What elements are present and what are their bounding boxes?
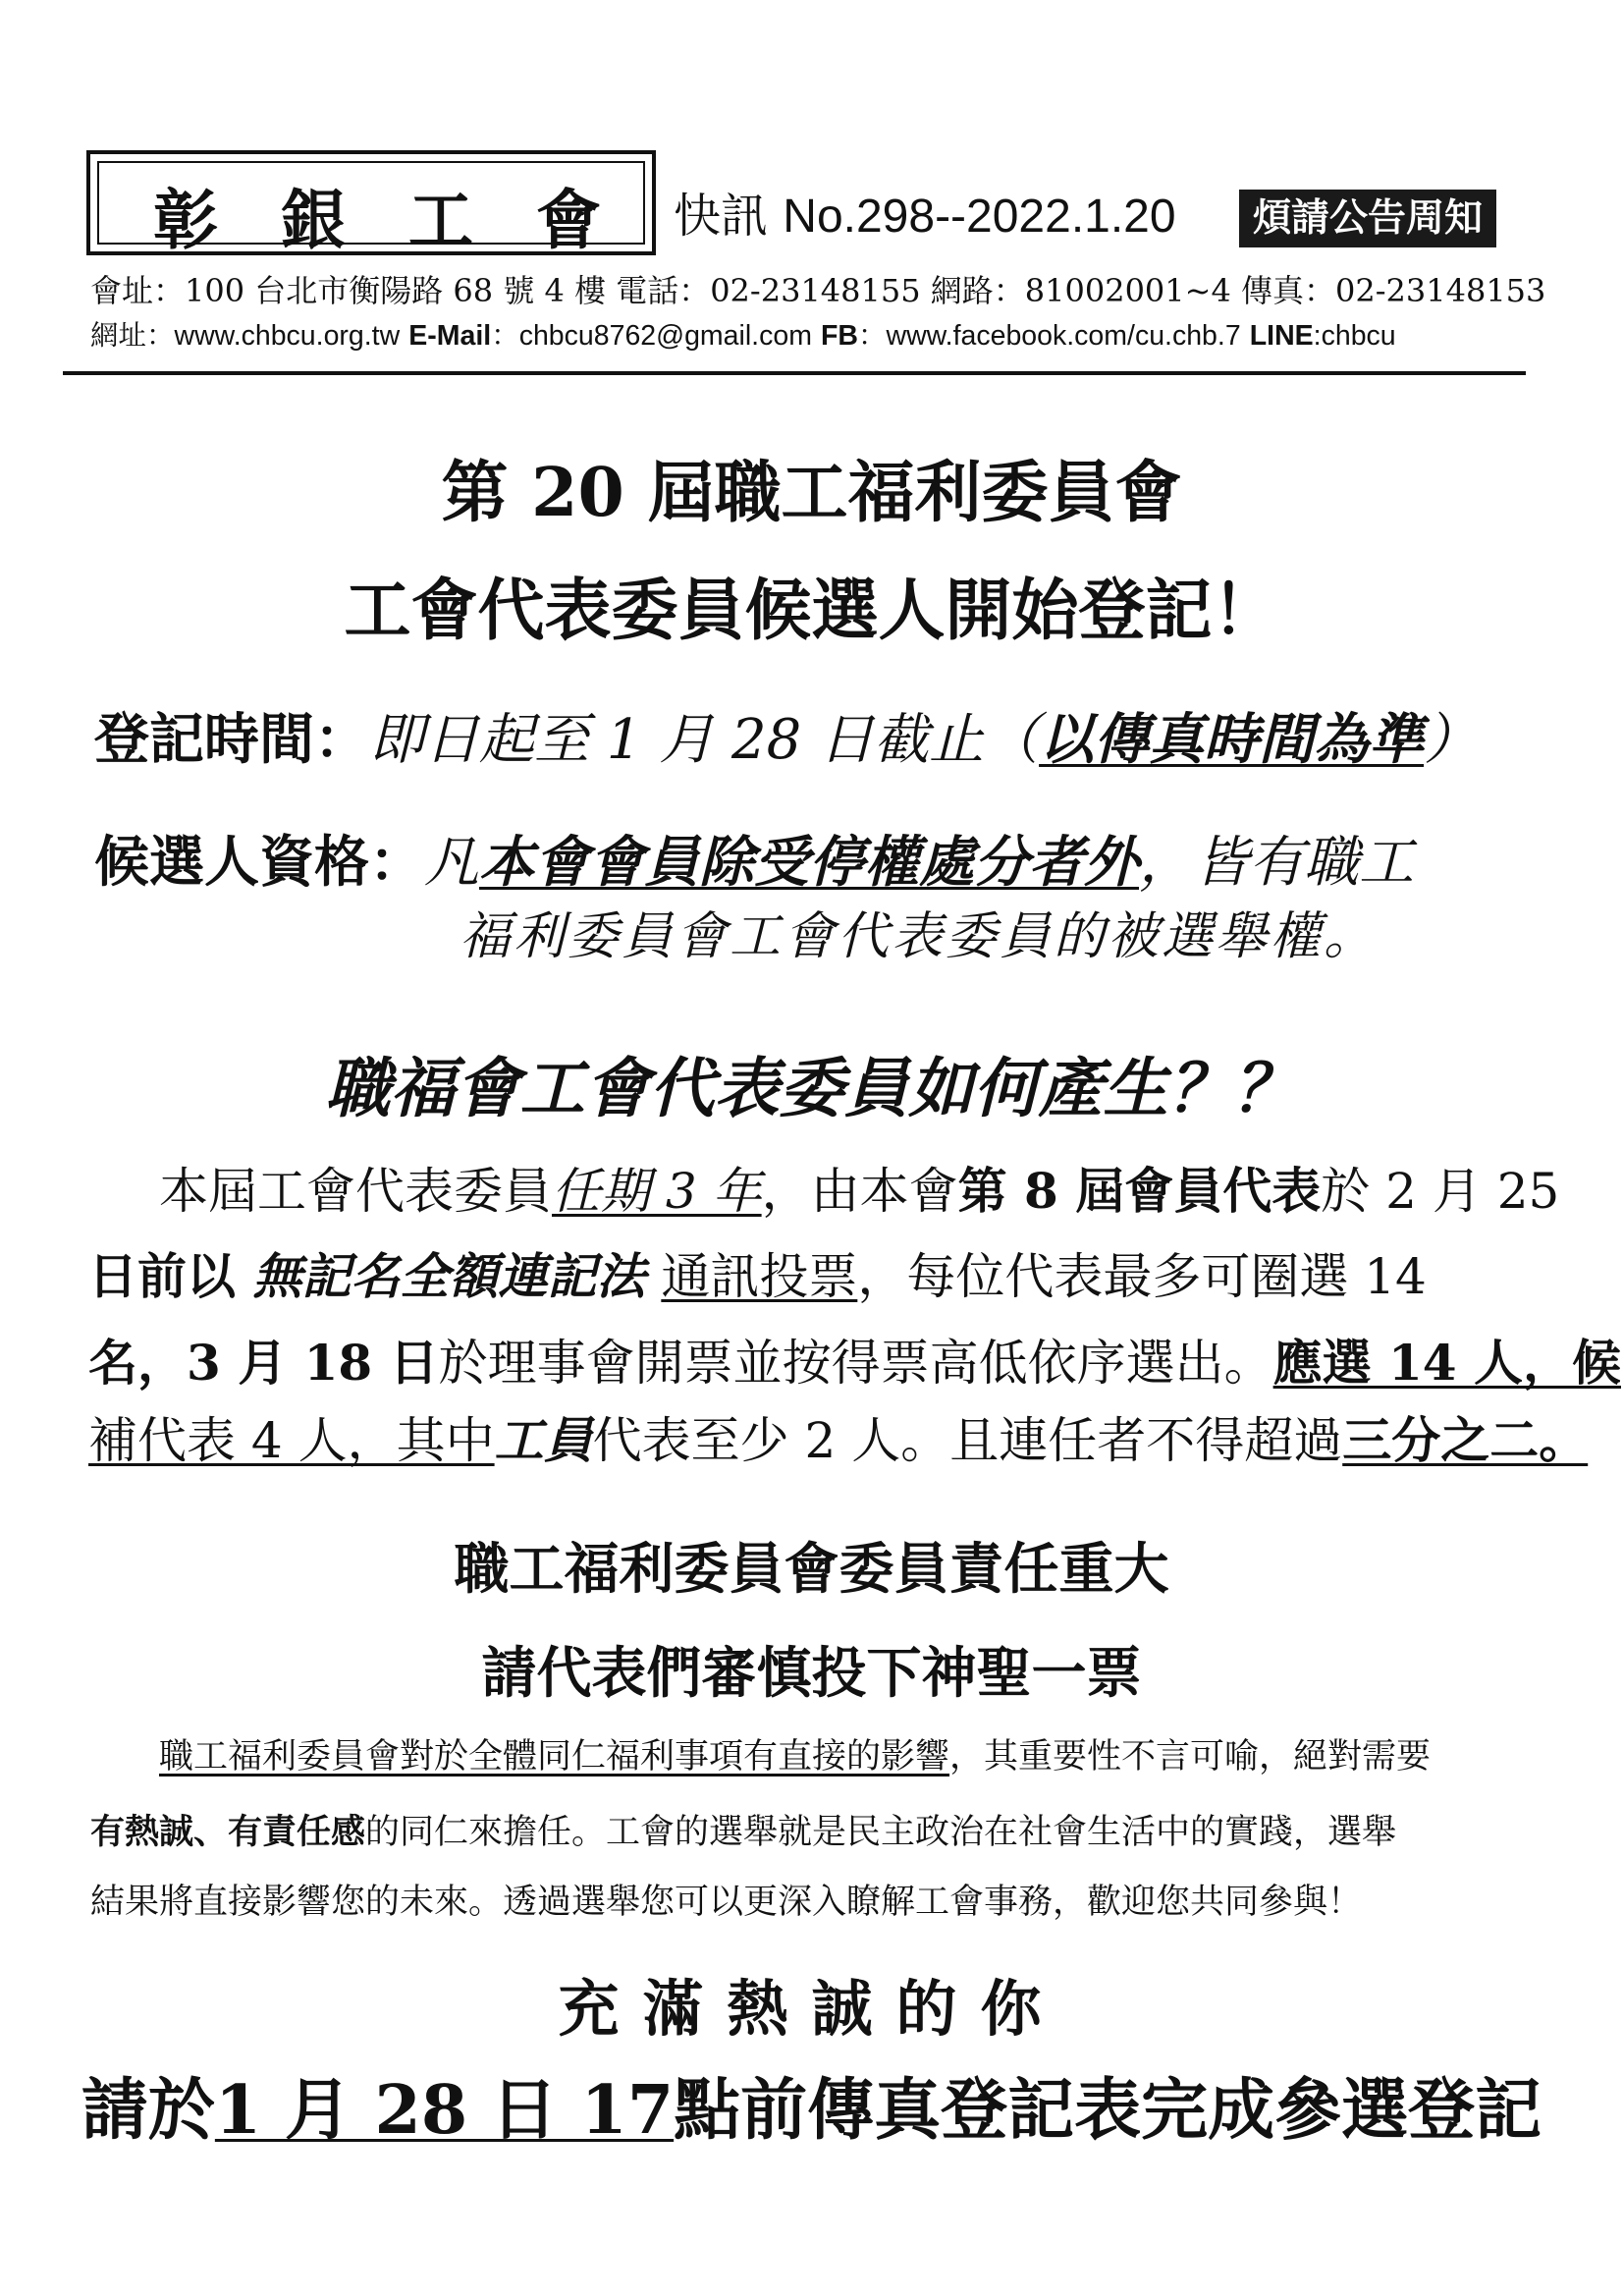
web-link[interactable]: www.chbcu.org.tw: [174, 320, 401, 352]
notice-badge: 煩請公告周知: [1239, 190, 1496, 247]
body-line2: [90, 1812, 1397, 1852]
qualification-condition: 本會會員除受停權處分者外: [479, 830, 1139, 895]
body-line1: [90, 1737, 1432, 1777]
email-label: E-Mail: [408, 320, 492, 352]
line-id: :chbcu: [1313, 320, 1396, 352]
text: 於理事會開票並按得票高低依序選出。: [438, 1335, 1273, 1392]
body-qualities: 有熱誠、有責任感: [90, 1812, 366, 1852]
term-length: 任期 3 年: [552, 1163, 762, 1220]
web-label: 網址：: [90, 319, 175, 352]
worker-rep: 工員: [494, 1411, 593, 1469]
bulletin-date: 2022.1.20: [966, 191, 1176, 243]
qualification-line2: 福利委員會工會代表委員的被選舉權。: [460, 907, 1379, 966]
registration-close: ）: [1424, 708, 1480, 772]
text: ，其重要性不言可喻，絕對需要: [949, 1737, 1432, 1777]
page-title-line2: 工會代表委員候選人開始登記！: [344, 572, 1279, 650]
header-divider: [63, 371, 1526, 375]
body-line3: 結果將直接影響您的未來。透過選舉您可以更深入瞭解工會事務，歡迎您共同參與！: [90, 1883, 1363, 1922]
how-paragraph-line2: [88, 1247, 1427, 1305]
closing-deadline: [0, 2071, 1623, 2150]
qualification: [94, 830, 1414, 895]
text: 本屆工會代表委員: [159, 1163, 552, 1220]
deadline-date: 1 月 28 日 17: [214, 2071, 675, 2150]
text: 代表至少 2 人。且連任者不得超過: [592, 1412, 1343, 1469]
line-label: LINE: [1249, 320, 1314, 352]
text: 的同仁來擔任。工會的選舉就是民主政治在社會生活中的實踐，選舉: [365, 1813, 1397, 1852]
responsibility-line2: 請代表們審慎投下神聖一票: [481, 1641, 1142, 1706]
fb-label: FB: [821, 320, 858, 352]
union-logo-box: [86, 150, 664, 258]
bulletin-prefix: 快訊: [674, 189, 769, 244]
qualification-text-b: ，皆有職工: [1139, 831, 1414, 895]
text: 日前以: [88, 1247, 253, 1305]
count-date: 名，3 月 18 日: [88, 1334, 439, 1392]
body-impact: 職工福利委員會對於全體同仁福利事項有直接的影響: [159, 1737, 950, 1777]
qualification-label: 候選人資格：: [94, 830, 424, 895]
mail-vote: 通訊投票: [661, 1248, 858, 1305]
page-title-line1: 第 20 屆職工福利委員會: [441, 454, 1182, 532]
text: [645, 1248, 661, 1305]
member-rep-term: 第 8 屆會員代表: [957, 1162, 1322, 1220]
how-paragraph-line3: [88, 1334, 1621, 1392]
text: 點前傳真登記表完成參選登記: [674, 2071, 1542, 2150]
how-paragraph-line4: [88, 1411, 1589, 1469]
text: 請於: [81, 2071, 215, 2150]
address-line: 會址：100 台北市衡陽路 68 號 4 樓 電話：02-23148155 網路：81002001~4 傳真：02-23148153: [90, 272, 1546, 309]
bulletin-no: No.298--: [783, 191, 967, 243]
contact-line: [90, 319, 1396, 352]
qualification-text-a: 凡: [424, 831, 479, 895]
email-link[interactable]: ：chbcu8762@gmail.com: [491, 320, 812, 352]
responsibility-line1: 職工福利委員會委員責任重大: [454, 1537, 1169, 1602]
limit-two-thirds: 三分之二。: [1342, 1411, 1589, 1469]
text: 於 2 月 25: [1321, 1163, 1560, 1220]
voting-method: 無記名全額連記法: [252, 1247, 646, 1305]
registration-label: 登記時間：: [94, 707, 369, 772]
text: ，每位代表最多可圈選 14: [857, 1248, 1427, 1305]
bulletin-number: [674, 189, 1176, 244]
registration-time: [94, 707, 1480, 772]
elected-count: 應選 14 人，候: [1272, 1334, 1621, 1392]
section-heading-how: 職福會工會代表委員如何產生？？: [325, 1050, 1298, 1126]
union-logo-text: 彰銀工會: [153, 182, 664, 258]
how-paragraph-line1: [88, 1162, 1560, 1220]
fb-link[interactable]: ：www.facebook.com/cu.chb.7: [858, 320, 1241, 352]
text: ，由本會: [761, 1163, 958, 1220]
registration-text: 即日起至 1 月 28 日截止（: [369, 708, 1040, 772]
closing-enthusiasm: 充滿熱誠的你: [558, 1973, 1065, 2045]
registration-fax-note: 以傳真時間為準: [1039, 707, 1425, 772]
alternate-count: 補代表 4 人，其中: [88, 1412, 495, 1469]
